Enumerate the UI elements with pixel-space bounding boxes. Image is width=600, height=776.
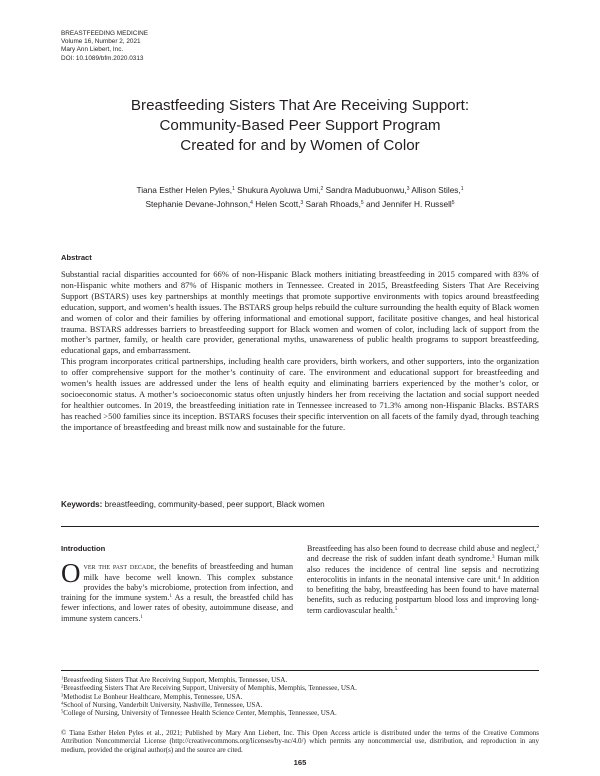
intro-text-e: Human milk also reduces the incidence of central line sepsis and necrotizing enterocolitis in infants in the neonatal intensive care unit. [307,554,539,584]
journal-name: BREASTFEEDING MEDICINE [61,30,148,37]
footnote-number: 5 [61,708,64,714]
footnote-text: Breastfeeding Sisters That Are Receiving Support, University of Memphis, Memphis, Tennessee, USA. [63,684,357,693]
author-affiliation-mark: 3 [406,186,410,192]
citation-mark: 4 [497,575,501,581]
intro-text-a: the benefits of breastfeeding and human milk have become well known. This complex substance provides the baby’s microbiome, protection from infection, and training for the immune system. [61,562,294,603]
affiliation-footnotes [61,676,539,717]
keywords [61,500,325,509]
intro-lead-in: ver the past decade, [83,562,157,572]
journal-doi: DOI: 10.1089/bfm.2020.0313 [61,54,144,62]
citation-mark: 3 [491,555,495,561]
author-list [70,183,530,212]
intro-left-column [61,544,293,624]
footnote [61,693,539,701]
citation-mark: 5 [394,606,398,612]
title-line-1: Breastfeeding Sisters That Are Receiving Support: [130,97,470,114]
footnote [61,709,539,717]
author: Shukura Ayoluwa Umi, [237,185,321,195]
author: Allison Stiles, [411,185,461,195]
drop-cap: O [61,558,81,589]
author-line-1 [70,183,530,197]
footnote-divider [61,670,539,671]
footnote-text: College of Nursing, University of Tennessee Health Science Center, Memphis, Tennessee, USA. [63,709,337,718]
citation-mark: 2 [536,545,539,550]
author-affiliation-mark: 3 [300,200,304,207]
intro-text-d: and decrease the risk of sudden infant death syndrome. [307,554,492,564]
author-affiliation-mark: 2 [320,186,324,192]
author: Tiana Esther Helen Pyles, [136,185,233,195]
journal-publisher: Mary Ann Liebert, Inc. [61,46,124,54]
footnote-text: School of Nursing, Vanderbilt University, Nashville, Tennessee, USA. [63,700,263,709]
intro-paragraph [61,558,294,624]
author: and Jennifer H. Russell [366,199,452,210]
abstract-body [61,269,539,433]
intro-text-c: Breastfeeding has also been found to decrease child abuse and neglect, [307,544,537,553]
intro-text-b: As a result, the breastfed child has fewer infections, and lower rates of obesity, autoimmune disease, and immune system cancers. [61,593,293,623]
journal-volume: Volume 16, Number 2, 2021 [61,38,141,46]
footnote-number: 3 [61,692,64,698]
citation-mark: 1 [169,594,172,600]
footnote [61,701,539,709]
license-notice: © Tiana Esther Helen Pyles et al., 2021; Published by Mary Ann Liebert, Inc. This Open Access article is distributed under the terms of the Creative Commons Attribution Noncommercial License (http://creativecommons.org/licenses/by-nc/4.0/) which permits any noncommercial use, distribution, and reproduction in any medium, provided the original author(s) and the source are cited. [61,729,539,754]
author-affiliation-mark: 1 [232,186,235,192]
title-line-2: Community-Based Peer Support Program [159,117,441,134]
keywords-label: Keywords: [61,500,103,509]
footnote-text: Methodist Le Bonheur Healthcare, Memphis, Tennessee, USA. [63,692,243,701]
introduction-heading: Introduction [61,544,106,553]
section-divider [61,526,539,527]
keywords-text: breastfeeding, community-based, peer support, Black women [104,500,325,509]
abstract-heading: Abstract [61,253,92,262]
footnote-number: 4 [61,700,64,706]
author-affiliation-mark: 5 [451,200,455,207]
footnote-number: 1 [61,675,64,681]
author: Helen Scott, [255,199,301,210]
journal-info [61,30,148,63]
author: Sandra Madubuonwu, [325,185,407,195]
footnote [61,684,539,692]
abstract-paragraph-2: This program incorporates critical partnerships, including health care providers, birth workers, and other supporters, into the organization to offer comprehensive support for the mother’s continuity of care. The environment and educational support for breastfeeding and women’s health issues are addressed under the lens of health equity and eliminating barriers experienced by the mother’s color, or socioeconomic status. A mother’s socioeconomic status often unjustly hinders her from receiving the lactation and social support needed for healthier outcomes. In 2019, the breastfeeding initiation rate in Tennessee increased to 71.3% among non-Hispanic Blacks. BSTARS has reached >500 families since its inception. BSTARS focuses their specific intervention on all facets of the family dyad, through teaching the importance of breastfeeding and breast milk now and sustainable for the future. [61,356,539,432]
author-line-2 [70,197,530,211]
intro-right-column [307,544,539,616]
author-affiliation-mark: 4 [250,200,253,207]
citation-mark: 1 [140,614,143,620]
author: Sarah Rhoads, [305,199,361,210]
author-affiliation-mark: 5 [360,200,364,207]
footnote-text: Breastfeeding Sisters That Are Receiving Support, Memphis, Tennessee, USA. [63,676,288,684]
page-number: 165 [293,758,307,767]
footnote-number: 2 [61,683,64,689]
author-affiliation-mark: 1 [460,186,464,192]
intro-paragraph-continued [307,544,539,616]
abstract-paragraph-1: Substantial racial disparities accounted for 66% of non-Hispanic Black mothers initiating breastfeeding in 2015 compared with 83% of non-Hispanic white mothers and 87% of Hispanic mothers in Tennessee. Created in 2015, Breastfeeding Sisters That Are Receiving Support (BSTARS) uses key partnerships at monthly meetings that promote supportive environments with topics around breastfeeding education, support, and women’s health issues. The BSTARS group helps rebuild the culture surrounding the health equity of Black women and women of color and their families by offering informational and emotional support, facilitate positive changes, and heal historical trauma. BSTARS addresses barriers to breastfeeding support for Black women and women of color, including lack of support from the mother’s partner, family, or health care provider, generational myths, unawareness of public health programs to support breastfeeding, educational gaps, and embarrassment. [61,269,539,356]
article-title [70,96,530,156]
author: Stephanie Devane-Johnson, [145,199,251,210]
title-line-3: Created for and by Women of Color [180,137,420,154]
intro-text-f: In addition to benefiting the baby, breastfeeding has been found to have maternal benefits, such as reducing postpartum blood loss and improving long-term cardiovascular health. [307,574,539,615]
